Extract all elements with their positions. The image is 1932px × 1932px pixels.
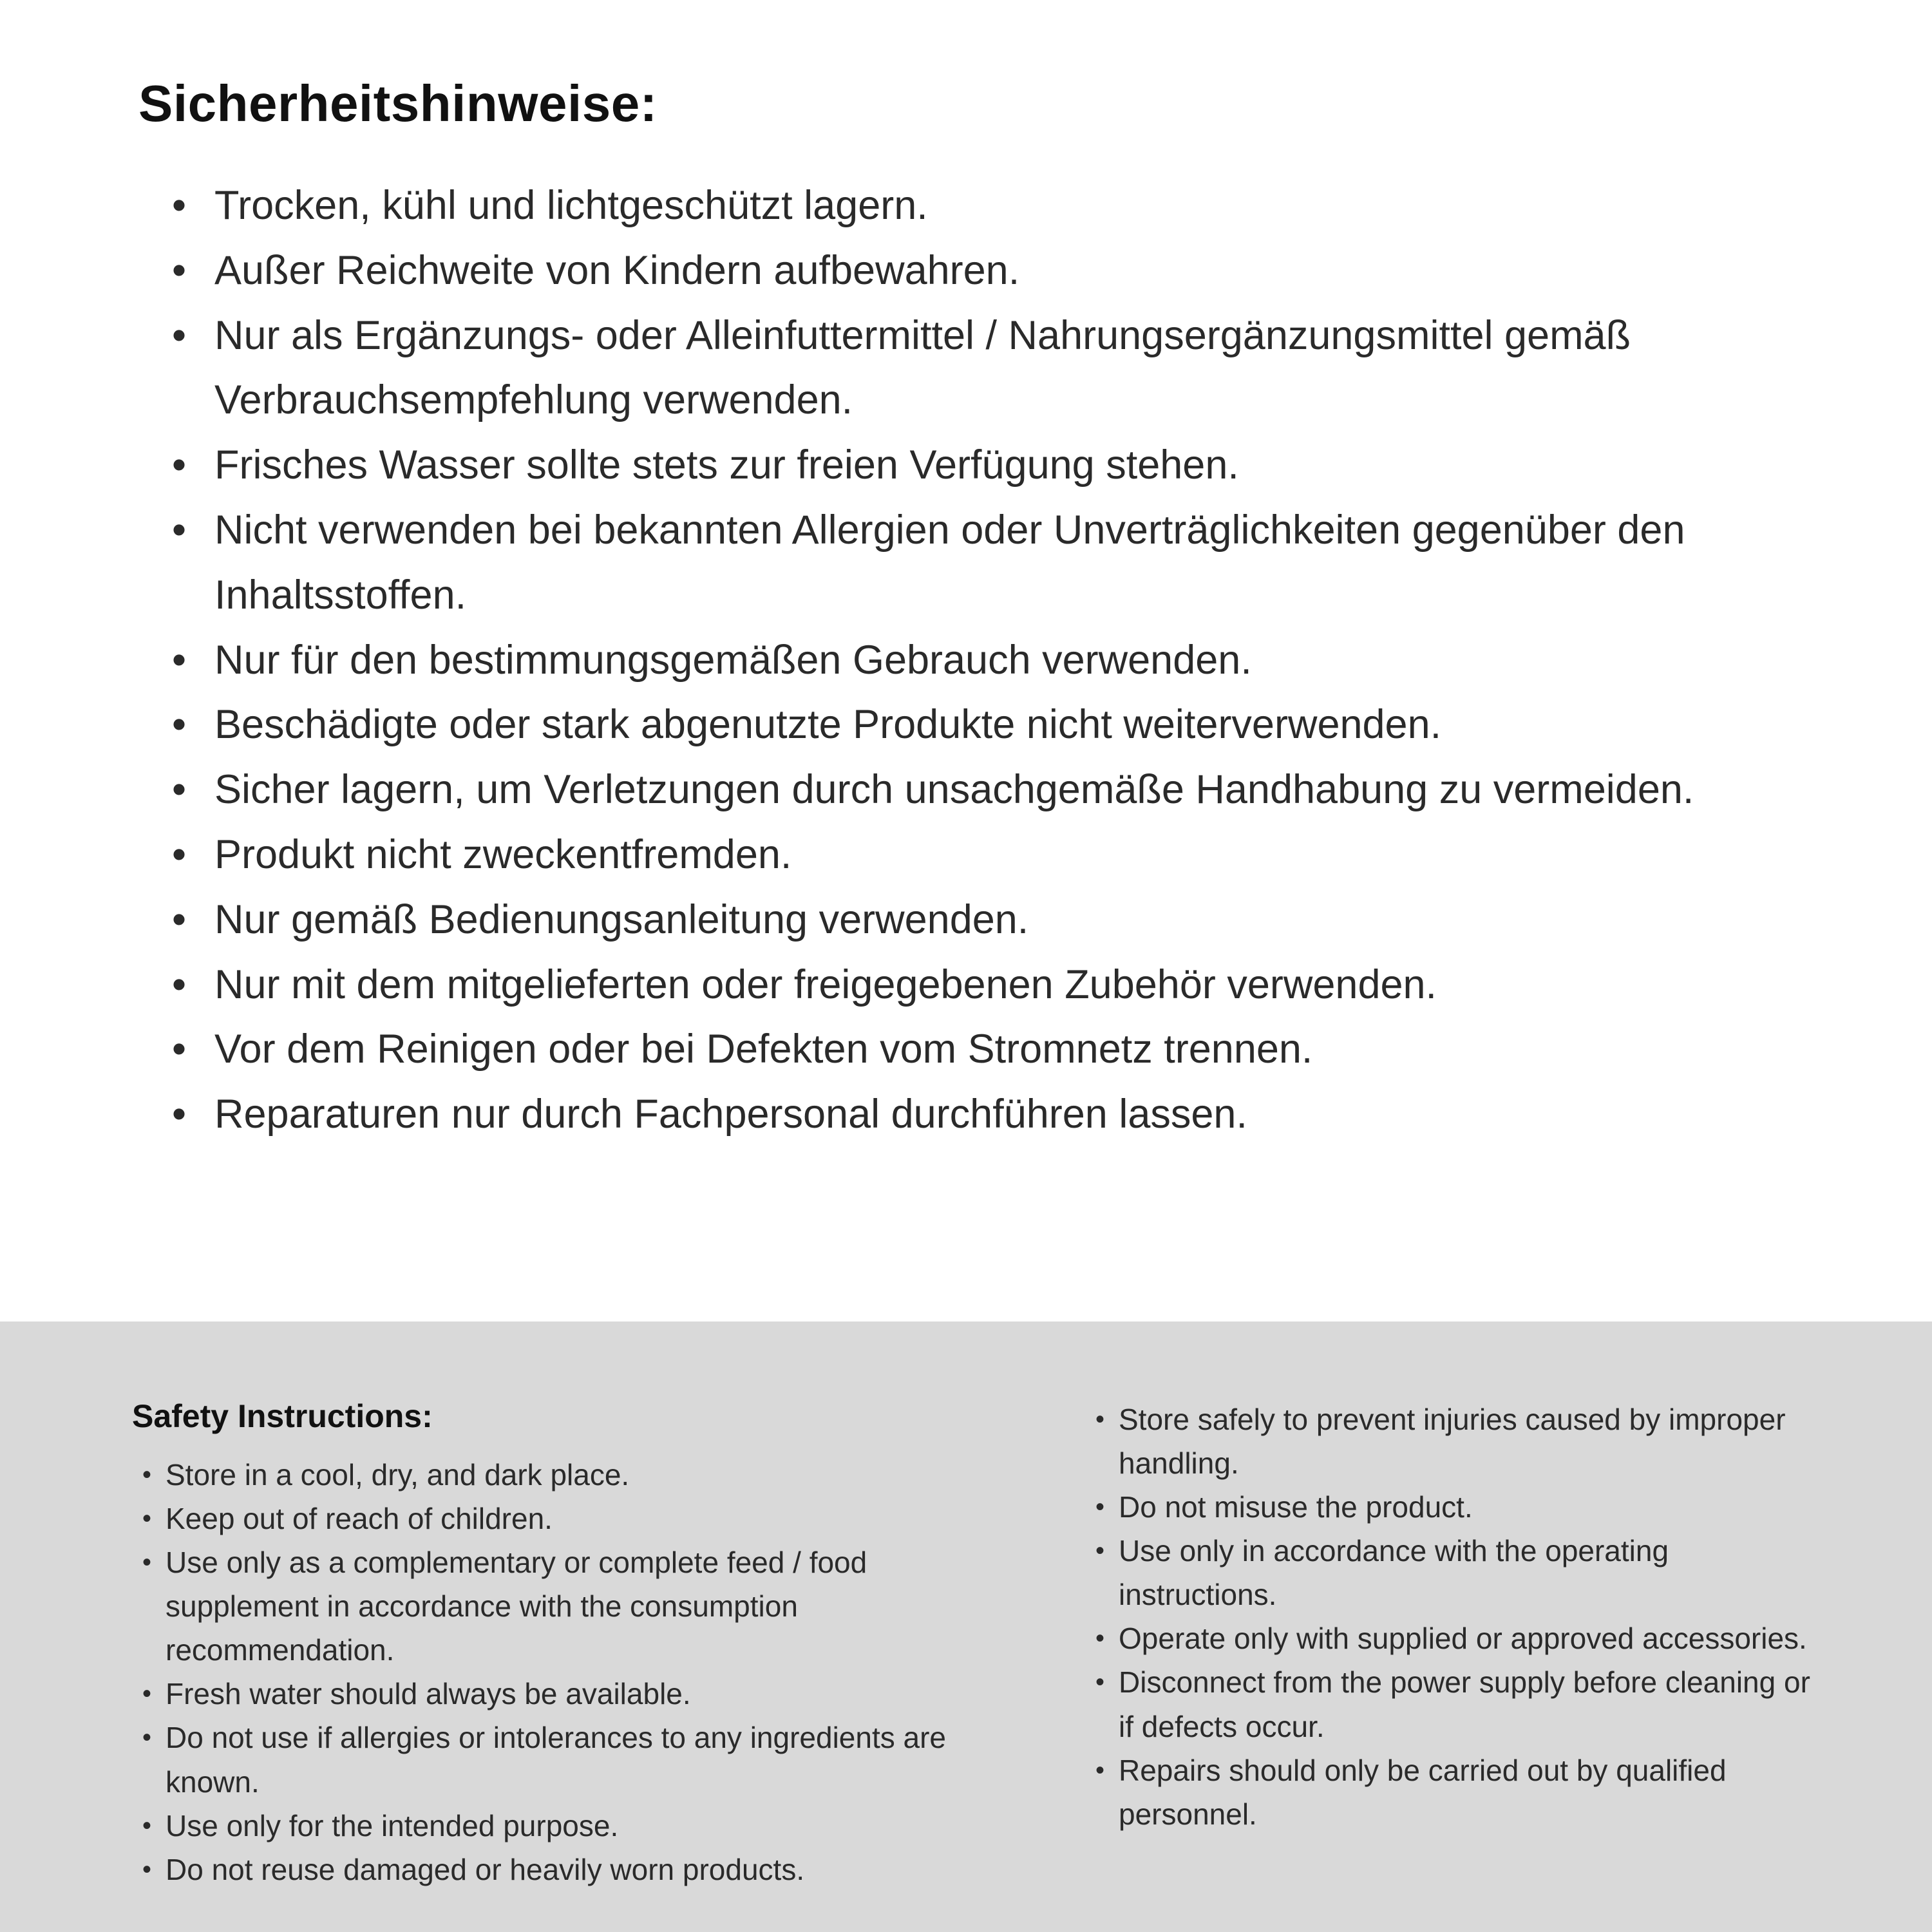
list-item: • Use only for the intended purpose. xyxy=(132,1804,1027,1848)
english-safety-section xyxy=(0,1321,1932,1932)
english-left-bullet-list xyxy=(132,1453,1027,1891)
list-item: • Trocken, kühl und lichtgeschützt lagern. xyxy=(138,173,1823,238)
list-item: • Use only in accordance with the operating instructions. xyxy=(1085,1529,1823,1616)
list-item: • Do not misuse the product. xyxy=(1085,1485,1823,1529)
list-item: • Reparaturen nur durch Fachpersonal durchführen lassen. xyxy=(138,1082,1823,1147)
list-item: • Operate only with supplied or approved accessories. xyxy=(1085,1616,1823,1660)
list-item: • Nur mit dem mitgelieferten oder freigegebenen Zubehör verwenden. xyxy=(138,952,1823,1018)
list-item: • Keep out of reach of children. xyxy=(132,1497,1027,1540)
list-item: • Vor dem Reinigen oder bei Defekten vom Stromnetz trennen. xyxy=(138,1017,1823,1082)
list-item: • Sicher lagern, um Verletzungen durch unsachgemäße Handhabung zu vermeiden. xyxy=(138,757,1823,822)
list-item: • Fresh water should always be available. xyxy=(132,1672,1027,1716)
german-section-title: Sicherheitshinweise: xyxy=(138,75,658,132)
list-item: • Do not use if allergies or intolerances to any ingredients are known. xyxy=(132,1716,1027,1803)
english-right-bullet-list xyxy=(1085,1397,1823,1836)
german-bullet-list xyxy=(138,173,1823,1147)
list-item: • Produkt nicht zweckentfremden. xyxy=(138,822,1823,887)
list-item: • Disconnect from the power supply before cleaning or if defects occur. xyxy=(1085,1660,1823,1748)
list-item: • Nur für den bestimmungsgemäßen Gebrauch verwenden. xyxy=(138,628,1823,693)
list-item: • Store safely to prevent injuries caused by improper handling. xyxy=(1085,1397,1823,1485)
list-item: • Do not reuse damaged or heavily worn products. xyxy=(132,1848,1027,1891)
list-item: • Nicht verwenden bei bekannten Allergien oder Unverträglichkeiten gegenüber den Inhaltsstoffen. xyxy=(138,498,1823,628)
list-item: • Beschädigte oder stark abgenutzte Produkte nicht weiterverwenden. xyxy=(138,692,1823,757)
english-section-title: Safety Instructions: xyxy=(132,1398,433,1434)
english-left-column xyxy=(132,1397,1027,1932)
list-item: • Nur gemäß Bedienungsanleitung verwenden. xyxy=(138,887,1823,952)
list-item: • Frisches Wasser sollte stets zur freien Verfügung stehen. xyxy=(138,433,1823,498)
list-item: • Store in a cool, dry, and dark place. xyxy=(132,1453,1027,1497)
list-item: • Use only as a complementary or complete feed / food supplement in accordance with the consumption recommendation. xyxy=(132,1540,1027,1672)
list-item: • Repairs should only be carried out by qualified personnel. xyxy=(1085,1748,1823,1836)
list-item: • Nur als Ergänzungs- oder Alleinfuttermittel / Nahrungsergänzungsmittel gemäß Verbrauchsempfehlung verwenden. xyxy=(138,303,1823,433)
english-right-column xyxy=(1085,1397,1823,1932)
list-item: • Außer Reichweite von Kindern aufbewahren. xyxy=(138,238,1823,303)
